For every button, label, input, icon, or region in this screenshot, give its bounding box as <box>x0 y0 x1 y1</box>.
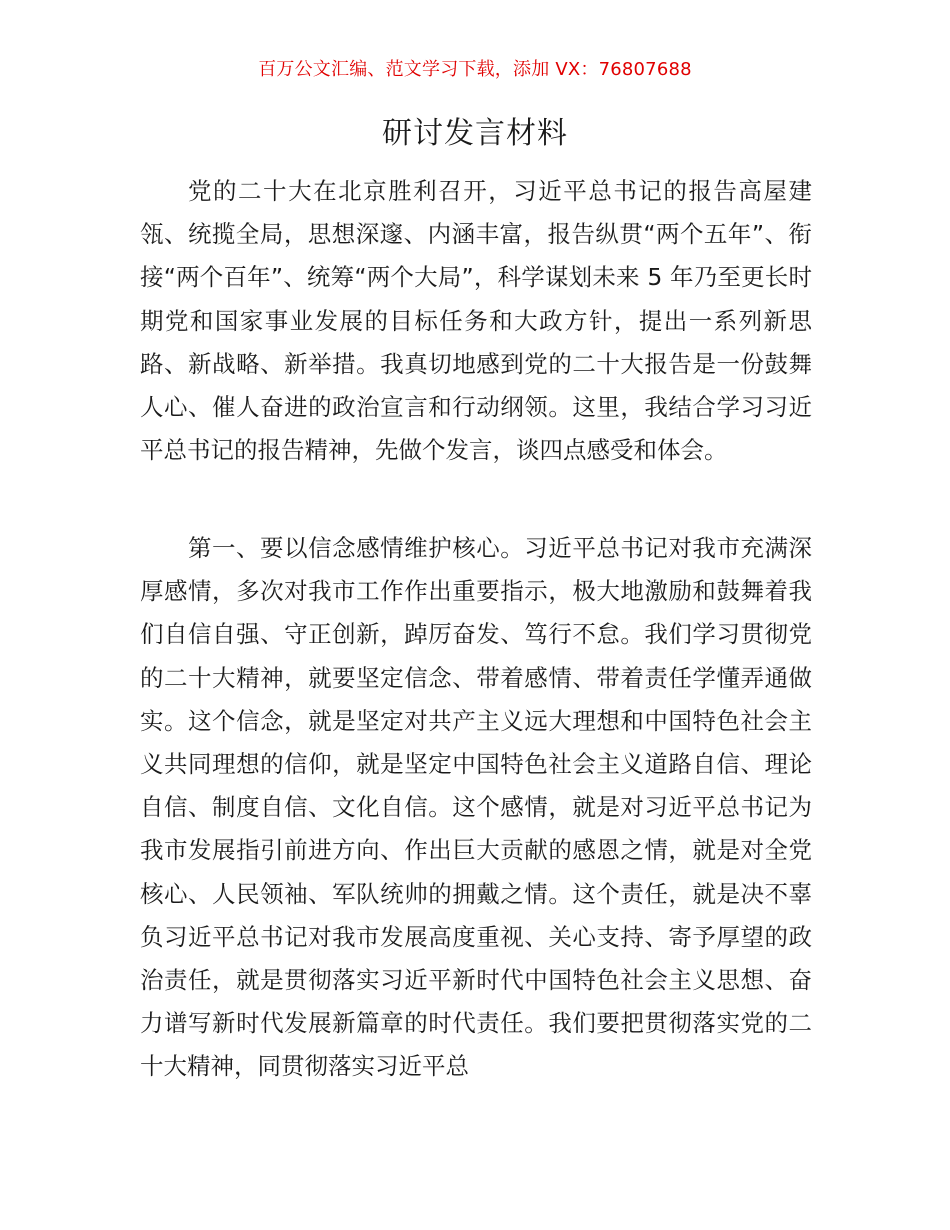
header-watermark: 百万公文汇编、范文学习下载，添加 VX：76807688 <box>258 59 692 80</box>
paragraph-first-point: 第一、要以信念感情维护核心。习近平总书记对我市充满深厚感情，多次对我市工作作出重要指示，极大地激励和鼓舞着我们自信自强、守正创新，踔厉奋发、笃行不怠。我们学习贯彻党的二十大精神，就要坚定信念、带着感情、带着责任学懂弄通做实。这个信念，就是坚定对共产主义远大理想和中国特色社会主义共同理想的信仰，就是坚定中国特色社会主义道路自信、理论自信、制度自信、文化自信。这个感情，就是对习近平总书记为我市发展指引前进方向、作出巨大贡献的感恩之情，就是对全党核心、人民领袖、军队统帅的拥戴之情。这个责任，就是决不辜负习近平总书记对我市发展高度重视、关心支持、寄予厚望的政治责任，就是贯彻落实习近平新时代中国特色社会主义思想、奋力谱写新时代发展新篇章的时代责任。我们要把贯彻落实党的二十大精神，同贯彻落实习近平总 <box>140 534 812 1081</box>
document-title: 研讨发言材料 <box>382 116 568 151</box>
paragraph-intro: 党的二十大在北京胜利召开，习近平总书记的报告高屋建瓴、统揽全局，思想深邃、内涵丰富，报告纵贯“两个五年”、衔接“两个百年”、统筹“两个大局”，科学谋划未来 5 年乃至更长时期党和国家事业发展的目标任务和大政方针，提出一系列新思路、新战略、新举措。我真切地感到党的二十大报告是一份鼓舞人心、催人奋进的政治宣言和行动纲领。这里，我结合学习习近平总书记的报告精神，先做个发言，谈四点感受和体会。 <box>140 177 812 465</box>
